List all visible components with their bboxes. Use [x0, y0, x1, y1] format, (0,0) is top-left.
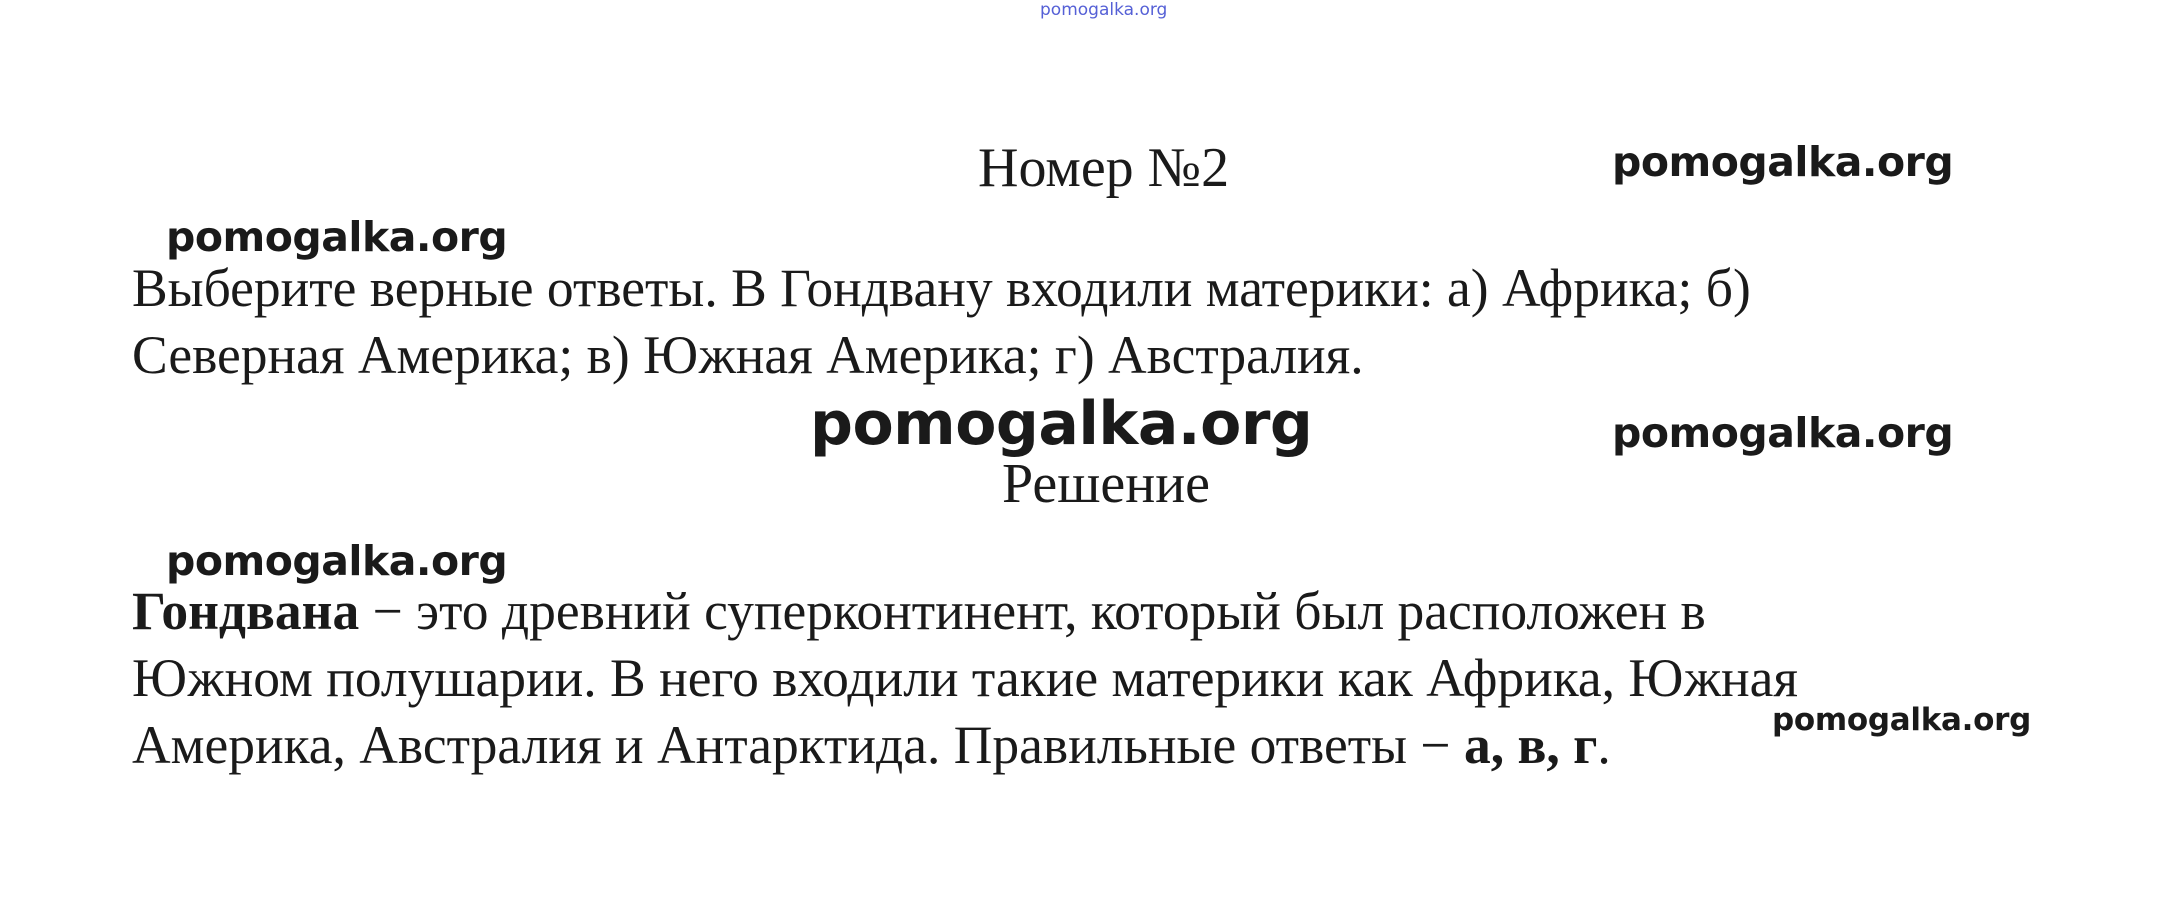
answer-line-3 [132, 712, 2092, 779]
watermark-center-large: pomogalka.org [810, 389, 1313, 459]
question-line-2: Северная Америка; в) Южная Америка; г) Австралия. [132, 325, 1364, 385]
task-number-heading: Номер №2 [978, 137, 1230, 199]
solution-heading: Решение [1002, 453, 1211, 515]
answer-term: Гондвана [132, 581, 360, 641]
question-line-1: Выберите верные ответы. В Гондвану входили материки: а) Африка; б) [132, 258, 1751, 318]
answer-text [132, 578, 2092, 779]
watermark-left-1: pomogalka.org [166, 213, 508, 261]
watermark-right-small: pomogalka.org [1772, 702, 2032, 738]
watermark-right-1: pomogalka.org [1612, 138, 1954, 186]
answer-line-3-end: . [1597, 715, 1611, 775]
answer-line-2: Южном полушарии. В него входили такие материки как Африка, Южная [132, 648, 1799, 708]
watermark-top: pomogalka.org [1040, 0, 1168, 20]
answer-line-3-start: Америка, Австралия и Антарктида. Правильные ответы − [132, 715, 1464, 775]
answer-line-1 [132, 578, 2092, 645]
answer-line-1-rest: − это древний суперконтинент, который был расположен в [359, 581, 1706, 641]
question-text [132, 255, 2092, 389]
watermark-right-2: pomogalka.org [1612, 409, 1954, 457]
correct-answers: а, в, г [1463, 715, 1598, 775]
watermark-left-2: pomogalka.org [166, 537, 508, 585]
